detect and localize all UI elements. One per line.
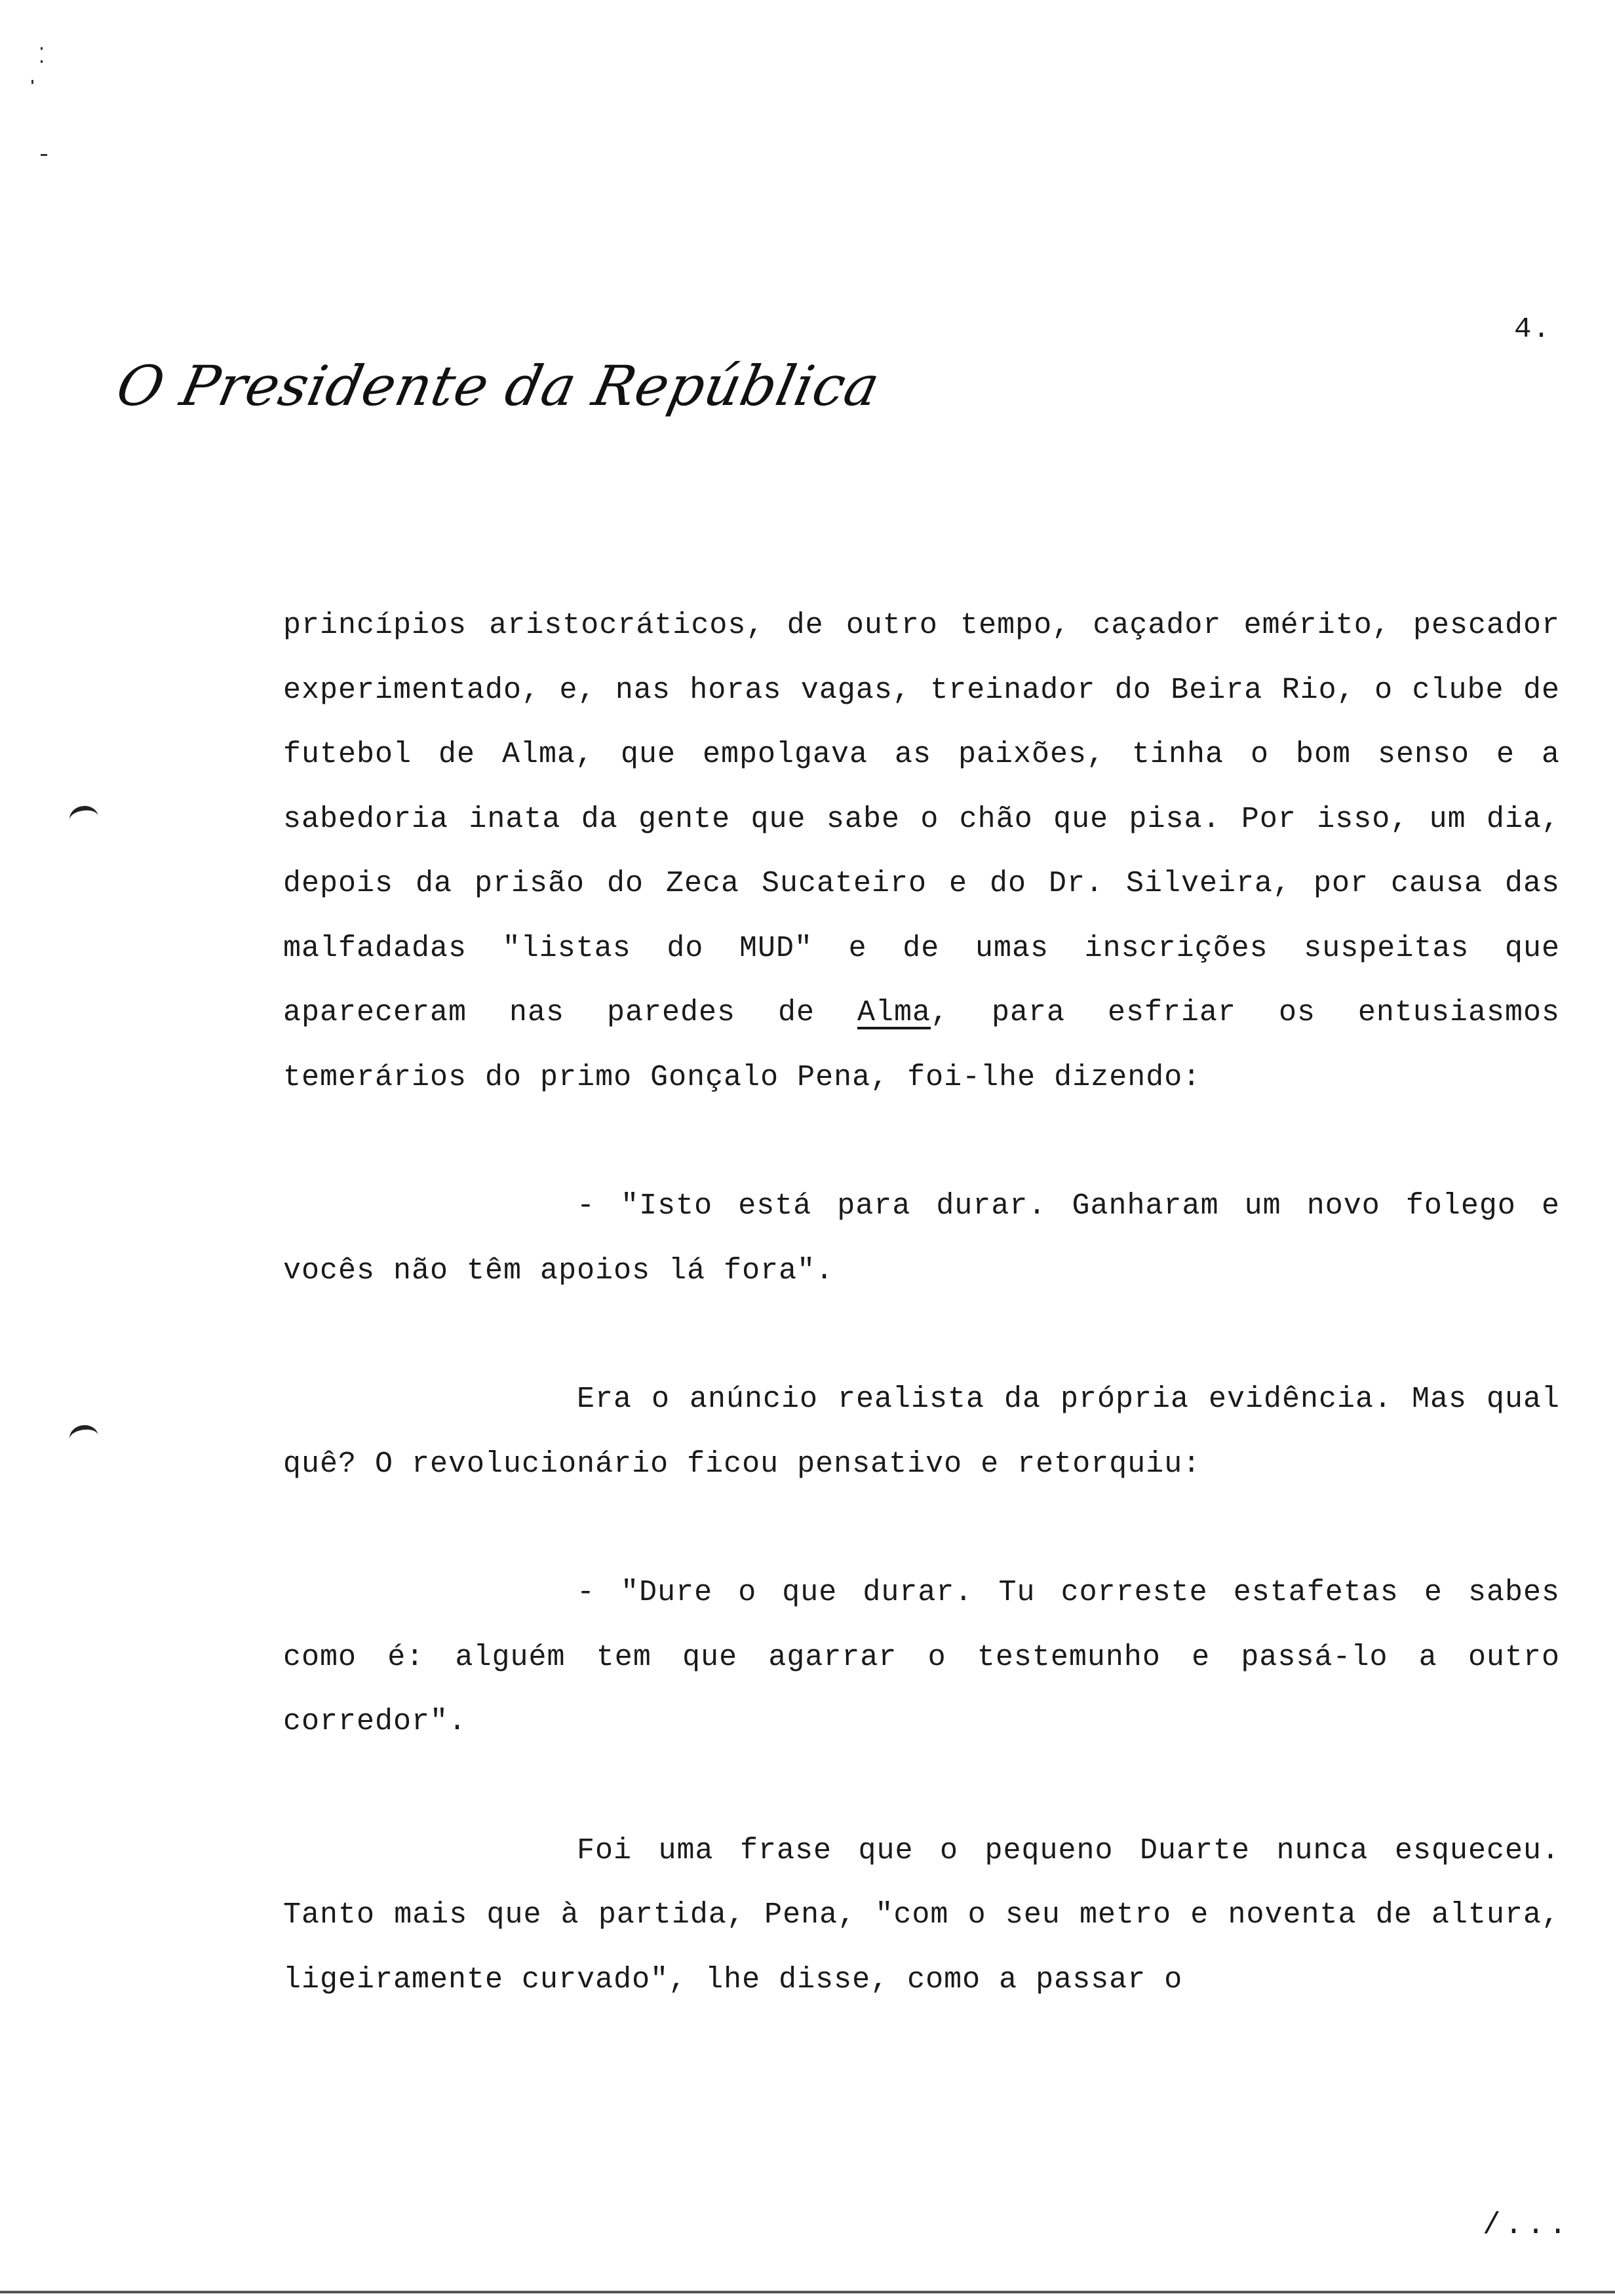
scan-speck	[41, 154, 47, 156]
continuation-mark: /...	[1483, 2208, 1571, 2242]
paragraph-3: Era o anúncio realista da própria evidência. Mas qual quê? O revolucionário ficou pensativo e retorquiu:	[283, 1383, 1560, 1481]
scan-edge-line	[0, 2291, 1615, 2293]
scan-speck	[41, 60, 43, 63]
paragraph-1	[283, 594, 1560, 1110]
binder-hole-mark	[68, 804, 100, 832]
paragraph-5: Foi uma frase que o pequeno Duarte nunca esqueceu. Tanto mais que à partida, Pena, "com o seu metro e noventa de altura, ligeiramente curvado", lhe disse, como a passar o	[283, 1833, 1560, 1997]
paragraph-1-end: , para esfriar os entusiasmos temerários do primo Gonçalo Pena, foi-lhe dizendo:	[283, 996, 1560, 1094]
body-text	[283, 594, 1560, 2012]
paragraph-1-text: princípios aristocráticos, de outro tempo, caçador emérito, pescador experimentado, e, nas horas vagas, treinador do Beira Rio, o clube de futebol de Alma, que empolgava as paixões, tinha o bom senso e a sabedoria inata da gente que sabe o chão que pisa. Por isso, um dia, depois da prisão do Zeca Sucateiro e do Dr. Silveira, por causa das malfadadas "listas do MUD" e de umas inscrições suspeitas que apareceram nas paredes de	[283, 609, 1560, 1029]
paragraph-4: - "Dure o que durar. Tu correste estafetas e sabes como é: alguém tem que agarrar o testemunho e passá-lo a outro corredor".	[283, 1576, 1560, 1738]
letterhead-title: O Presidente da República	[111, 354, 886, 418]
paragraph-2: - "Isto está para durar. Ganharam um novo folego e vocês não têm apoios lá fora".	[283, 1189, 1560, 1288]
scan-speck	[41, 47, 43, 50]
page-number: 4.	[1514, 313, 1551, 346]
underlined-alma: Alma	[857, 996, 931, 1029]
binder-hole-mark	[68, 1423, 100, 1451]
scan-speck	[31, 80, 33, 84]
